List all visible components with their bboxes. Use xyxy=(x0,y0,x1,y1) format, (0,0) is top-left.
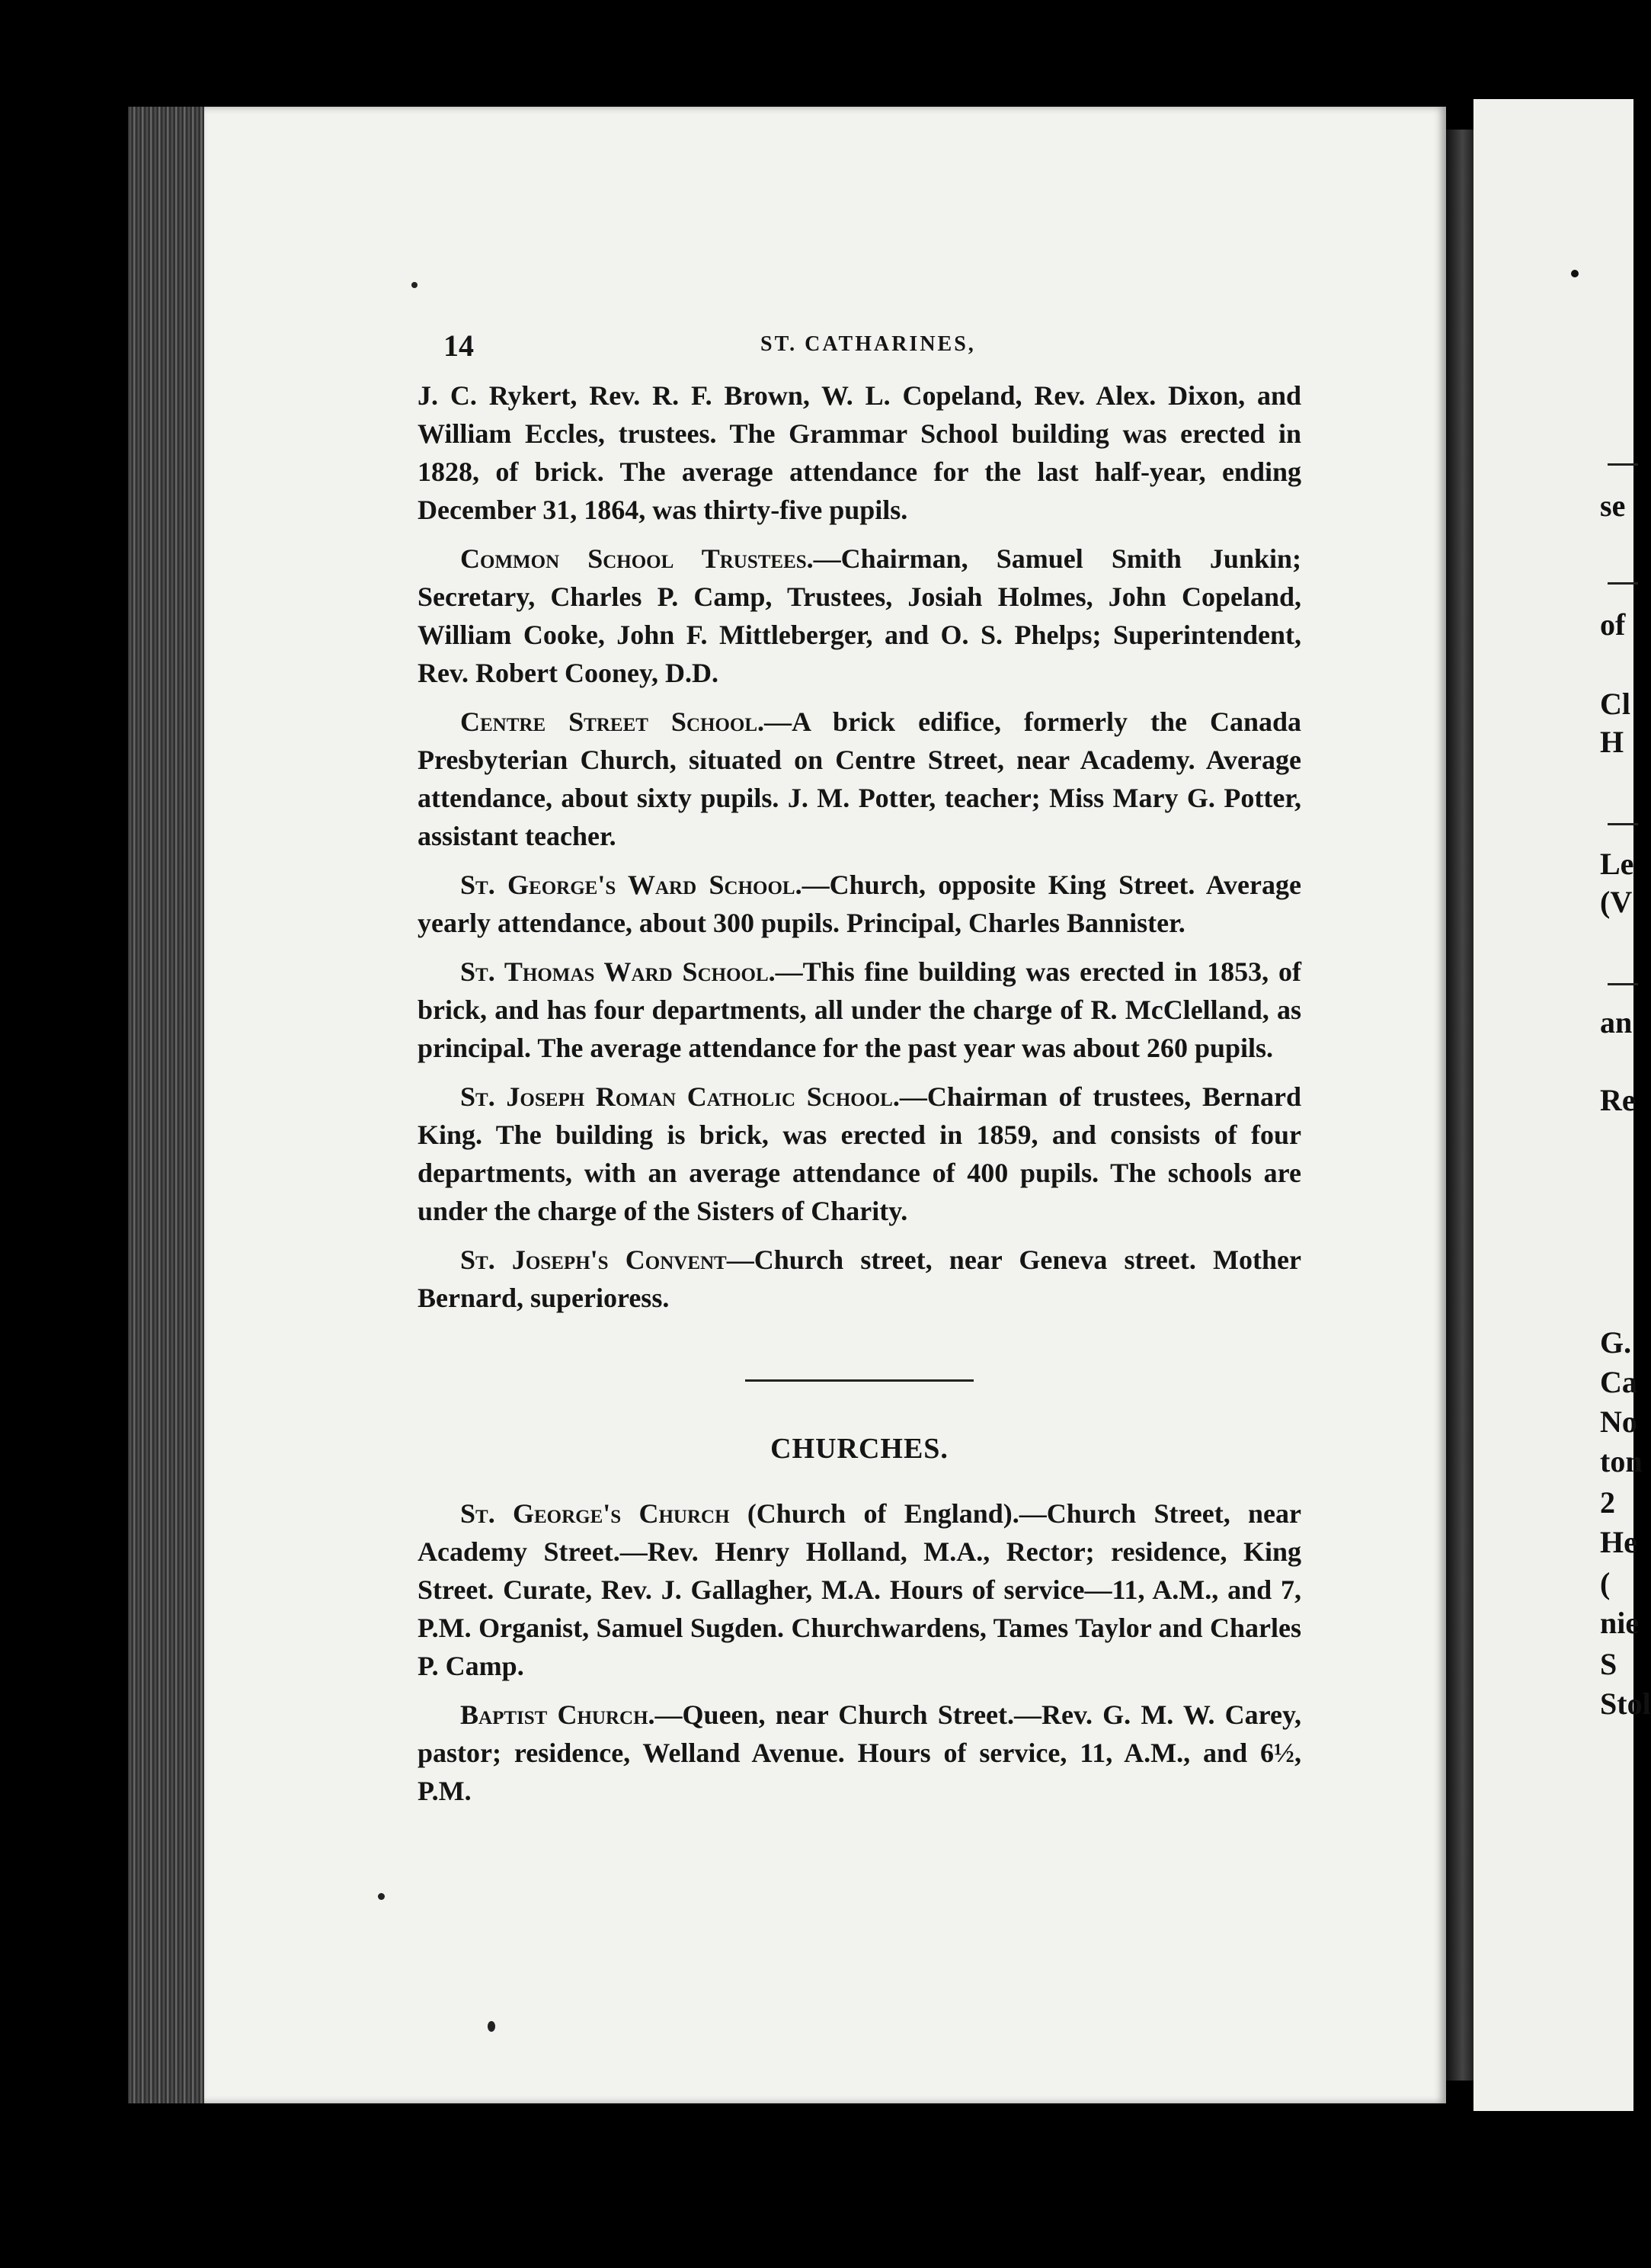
facing-page-fragment: of xyxy=(1600,607,1626,642)
paragraph-text: —This fine building was erected in 1853, of brick, and has four departments, all under the charge of R. McClelland, as principal. The average attendance for the past year was about 260 pupils. xyxy=(418,956,1301,1063)
facing-page-fragment: Le xyxy=(1600,847,1634,881)
paragraph xyxy=(418,703,1301,855)
facing-page-fragment: Ca xyxy=(1600,1365,1637,1399)
paragraph-text: —Chairman, Samuel Smith Junkin; Secretary, Charles P. Camp, Trustees, Josiah Holmes, John Copeland, William Cooke, John F. Mittleberger, and O. S. Phelps; Superintendent, Rev. Robert Cooney, D.D. xyxy=(418,543,1301,688)
facing-page-fragment: Stol xyxy=(1600,1687,1651,1721)
paragraph xyxy=(418,866,1301,942)
paragraph-text: J. C. Rykert, Rev. R. F. Brown, W. L. Copeland, Rev. Alex. Dixon, and William Eccles, trustees. The Grammar School building was erected in 1828, of brick. The average attendance for the last half-year, ending December 31, 1864, was thirty-five pupils. xyxy=(418,380,1301,525)
facing-page-rule xyxy=(1608,983,1638,985)
paragraph-text: (Church of England).—Church Street, near Academy Street.—Rev. Henry Holland, M.A., Rector; residence, King Street. Curate, Rev. J. Gallagher, M.A. Hours of service—11, A.M., and 7, P.M. Organist, Samuel Sugden. Churchwardens, Tames Taylor and Charles P. Camp. xyxy=(418,1498,1302,1681)
section-divider xyxy=(745,1379,974,1382)
paragraph xyxy=(418,1241,1301,1317)
book-page-edges xyxy=(128,107,213,2103)
dust-speck xyxy=(488,2021,495,2032)
paragraph-text: —Church street, near Geneva street. Mother Bernard, superioress. xyxy=(418,1245,1301,1313)
page-number: 14 xyxy=(443,328,474,363)
facing-page-fragment: an xyxy=(1600,1005,1633,1040)
running-head xyxy=(418,328,1301,376)
facing-page-fragment: nie xyxy=(1600,1606,1640,1640)
facing-page-fragment: 2 xyxy=(1600,1485,1615,1520)
dust-speck xyxy=(411,282,418,288)
dust-speck xyxy=(1571,270,1579,277)
facing-page-rule xyxy=(1608,582,1638,585)
entry-heading: St. Thomas Ward School. xyxy=(460,956,776,987)
facing-page-fragment: He xyxy=(1600,1525,1637,1559)
entry-heading: Centre Street School. xyxy=(460,706,765,737)
facing-page-fragment: G. xyxy=(1600,1325,1632,1360)
paragraph xyxy=(418,376,1301,529)
paragraph xyxy=(418,1494,1301,1685)
facing-page-fragment: Re xyxy=(1600,1083,1636,1117)
entry-heading: Baptist Church. xyxy=(460,1699,655,1730)
facing-page-fragment: (V xyxy=(1600,885,1633,919)
entry-heading: St. George's Church xyxy=(460,1498,730,1529)
dust-speck xyxy=(378,1893,385,1900)
running-title: ST. CATHARINES, xyxy=(760,332,976,356)
paragraph xyxy=(418,540,1301,692)
facing-page-rule xyxy=(1608,463,1638,466)
paragraph xyxy=(418,953,1301,1067)
facing-page-fragment: ( xyxy=(1600,1566,1611,1600)
facing-page-fragment: S xyxy=(1600,1647,1617,1681)
facing-page-fragment: H xyxy=(1600,725,1624,759)
paragraph-text: —Chairman of trustees, Bernard King. The building is brick, was erected in 1859, and consists of four departments, with an average attendance of 400 pupils. The schools are under the charge of the Sisters of Charity. xyxy=(418,1081,1301,1226)
page-content xyxy=(418,328,1301,1821)
paragraph-text: —Church, opposite King Street. Average yearly attendance, about 300 pupils. Principal, Charles Bannister. xyxy=(418,870,1301,938)
entry-heading: St. Joseph's Convent xyxy=(460,1245,727,1275)
paragraph-text: —A brick edifice, formerly the Canada Presbyterian Church, situated on Centre Street, near Academy. Average attendance, about sixty pupils. J. M. Potter, teacher; Miss Mary G. Potter, assistant teacher. xyxy=(418,706,1302,851)
facing-page-fragment: ton xyxy=(1600,1444,1643,1478)
book-gutter xyxy=(1446,130,1473,2081)
entry-heading: Common School Trustees. xyxy=(460,543,814,574)
section-title: CHURCHES. xyxy=(770,1433,949,1465)
paragraph xyxy=(418,1696,1301,1810)
facing-page-fragment: No xyxy=(1600,1405,1637,1439)
entry-heading: St. George's Ward School. xyxy=(460,870,802,900)
facing-page-fragment: Cl xyxy=(1600,687,1630,721)
facing-page-fragment: se xyxy=(1600,489,1626,523)
facing-page-rule xyxy=(1608,823,1638,825)
entry-heading: St. Joseph Roman Catholic School. xyxy=(460,1081,900,1112)
paragraph-text: —Queen, near Church Street.—Rev. G. M. W. Carey, pastor; residence, Welland Avenue. Hours of service, 11, A.M., and 6½, P.M. xyxy=(418,1699,1301,1806)
paragraph xyxy=(418,1078,1301,1230)
